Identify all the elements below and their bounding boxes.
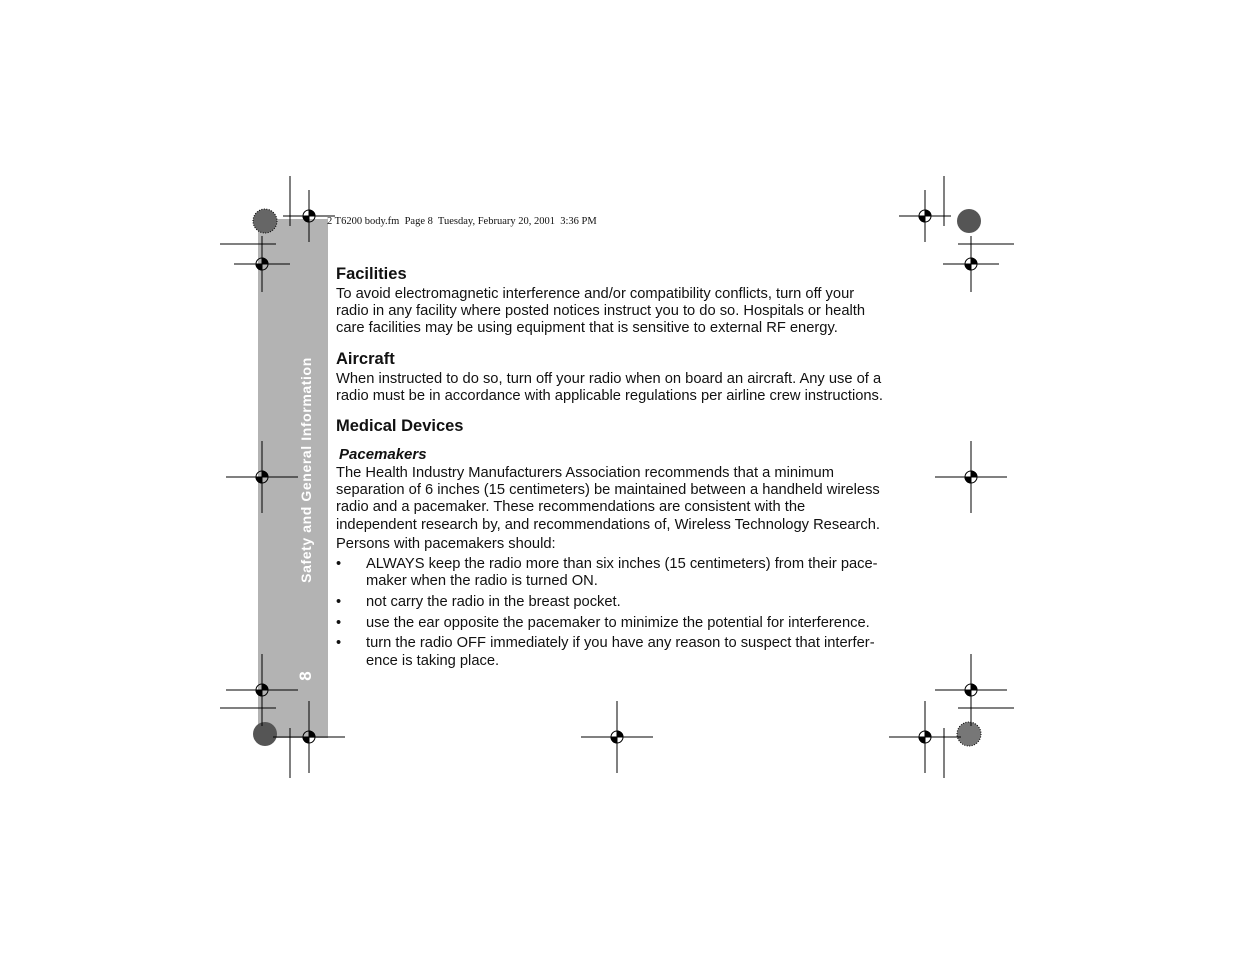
pacemakers-line: radio and a pacemaker. These recommendations are consistent with the — [336, 499, 806, 516]
pacemaker-guidelines-list — [336, 556, 916, 670]
pacemakers-line: independent research by, and recommendations of, Wireless Technology Research. — [336, 516, 881, 533]
list-item-line: ence is taking place. — [366, 652, 500, 669]
list-item — [336, 615, 916, 632]
list-item-line: not carry the radio in the breast pocket. — [366, 593, 621, 610]
crosshair-target-icon — [889, 701, 961, 773]
facilities-heading: Facilities — [336, 265, 407, 283]
pacemakers-line: The Health Industry Manufacturers Association recommends that a minimum — [336, 465, 834, 482]
list-item-line: use the ear opposite the pacemaker to minimize the potential for interference. — [366, 614, 870, 631]
crosshair-target-icon — [935, 441, 1007, 513]
bullet-icon: • — [336, 593, 342, 610]
bullet-icon: • — [336, 556, 342, 573]
crosshair-target-icon — [283, 190, 335, 242]
list-item-line: turn the radio OFF immediately if you have any reason to suspect that interfer- — [366, 635, 875, 652]
list-item — [336, 594, 916, 611]
facilities-line: To avoid electromagnetic interference and/or compatibility conflicts, turn off your — [336, 286, 855, 302]
pacemakers-line: separation of 6 inches (15 centimeters) be maintained between a handheld wireless — [336, 482, 880, 499]
list-item-line: maker when the radio is turned ON. — [366, 573, 598, 590]
crosshair-target-icon — [943, 236, 999, 292]
facilities-line: radio in any facility where posted notices instruct you to do so. Hospitals or health — [336, 303, 866, 320]
side-section-title: Safety and General Information — [298, 357, 314, 583]
aircraft-line: When instructed to do so, turn off your radio when on board an aircraft. Any use of a — [336, 370, 882, 387]
medical-devices-heading: Medical Devices — [336, 417, 464, 436]
aircraft-line: radio must be in accordance with applicable regulations per airline crew instructions. — [336, 387, 883, 404]
pacemakers-subheading: Pacemakers — [339, 446, 427, 464]
crosshair-target-icon — [273, 701, 345, 773]
crosshair-target-icon — [899, 190, 951, 242]
aircraft-heading: Aircraft — [336, 349, 395, 368]
pacemakers-intro: Persons with pacemakers should: — [336, 535, 556, 552]
page-content — [336, 262, 916, 673]
print-slug-header: 2 T6200 body.fm Page 8 Tuesday, February 20, 2001 3:36 PM — [327, 216, 597, 227]
crosshair-target-icon — [581, 701, 653, 773]
page-number: 8 — [296, 671, 315, 681]
list-item — [336, 556, 916, 590]
crosshair-target-icon — [935, 654, 1007, 726]
bullet-icon: • — [336, 635, 342, 652]
facilities-line: care facilities may be using equipment that is sensitive to external RF energy. — [336, 320, 838, 337]
bullet-icon: • — [336, 614, 342, 631]
crosshair-target-icon — [226, 441, 298, 513]
crosshair-target-icon — [226, 654, 298, 726]
list-item — [336, 635, 916, 669]
crosshair-target-icon — [234, 236, 290, 292]
list-item-line: ALWAYS keep the radio more than six inches (15 centimeters) from their pace- — [366, 556, 878, 573]
